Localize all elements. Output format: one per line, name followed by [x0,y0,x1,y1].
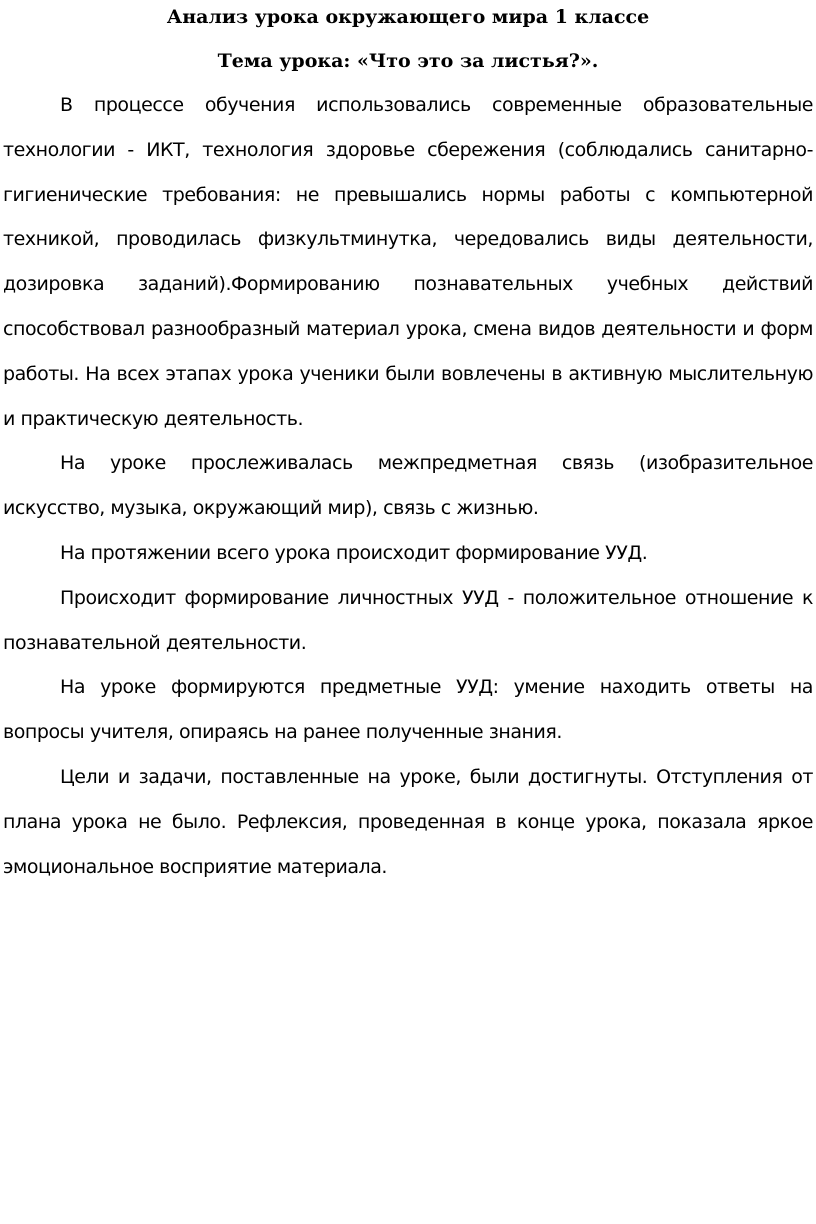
paragraph-interdisciplinary: На уроке прослеживалась межпредметная связь (изобразительное искусство, музыка, окружающий мир), связь с жизнью. [3,452,813,520]
paragraph-goals: Цели и задачи, поставленные на уроке, были достигнуты. Отступления от плана урока не было. Рефлексия, проведенная в конце урока, показала яркое эмоциональное восприятие материала. [3,765,813,878]
paragraph-technologies: В процессе обучения использовались современные образовательные технологии - ИКТ, технология здоровье сбережения (соблюдались санитарно-гигиенические требования: не превышались нормы работы с компьютерной техникой, проводилась физкультминутка, чередовались виды деятельности, дозировка заданий).Формированию познавательных учебных действий способствовал разнообразный материал урока, смена видов деятельности и форм работы. На всех этапах урока ученики были вовлечены в активную мыслительную и практическую деятельность. [3,94,813,430]
document-body [3,83,813,889]
paragraph-personal-uud: Происходит формирование личностных УУД - положительное отношение к познавательной деятельности. [3,586,813,654]
paragraph-uud: На протяжении всего урока происходит формирование УУД. [60,541,648,564]
document-title: Анализ урока окружающего мира 1 классе [166,6,650,28]
paragraph-subject-uud: На уроке формируются предметные УУД: умение находить ответы на вопросы учителя, опираясь на ранее полученные знания. [3,676,813,744]
lesson-topic: Тема урока: «Что это за листья?». [217,50,599,72]
